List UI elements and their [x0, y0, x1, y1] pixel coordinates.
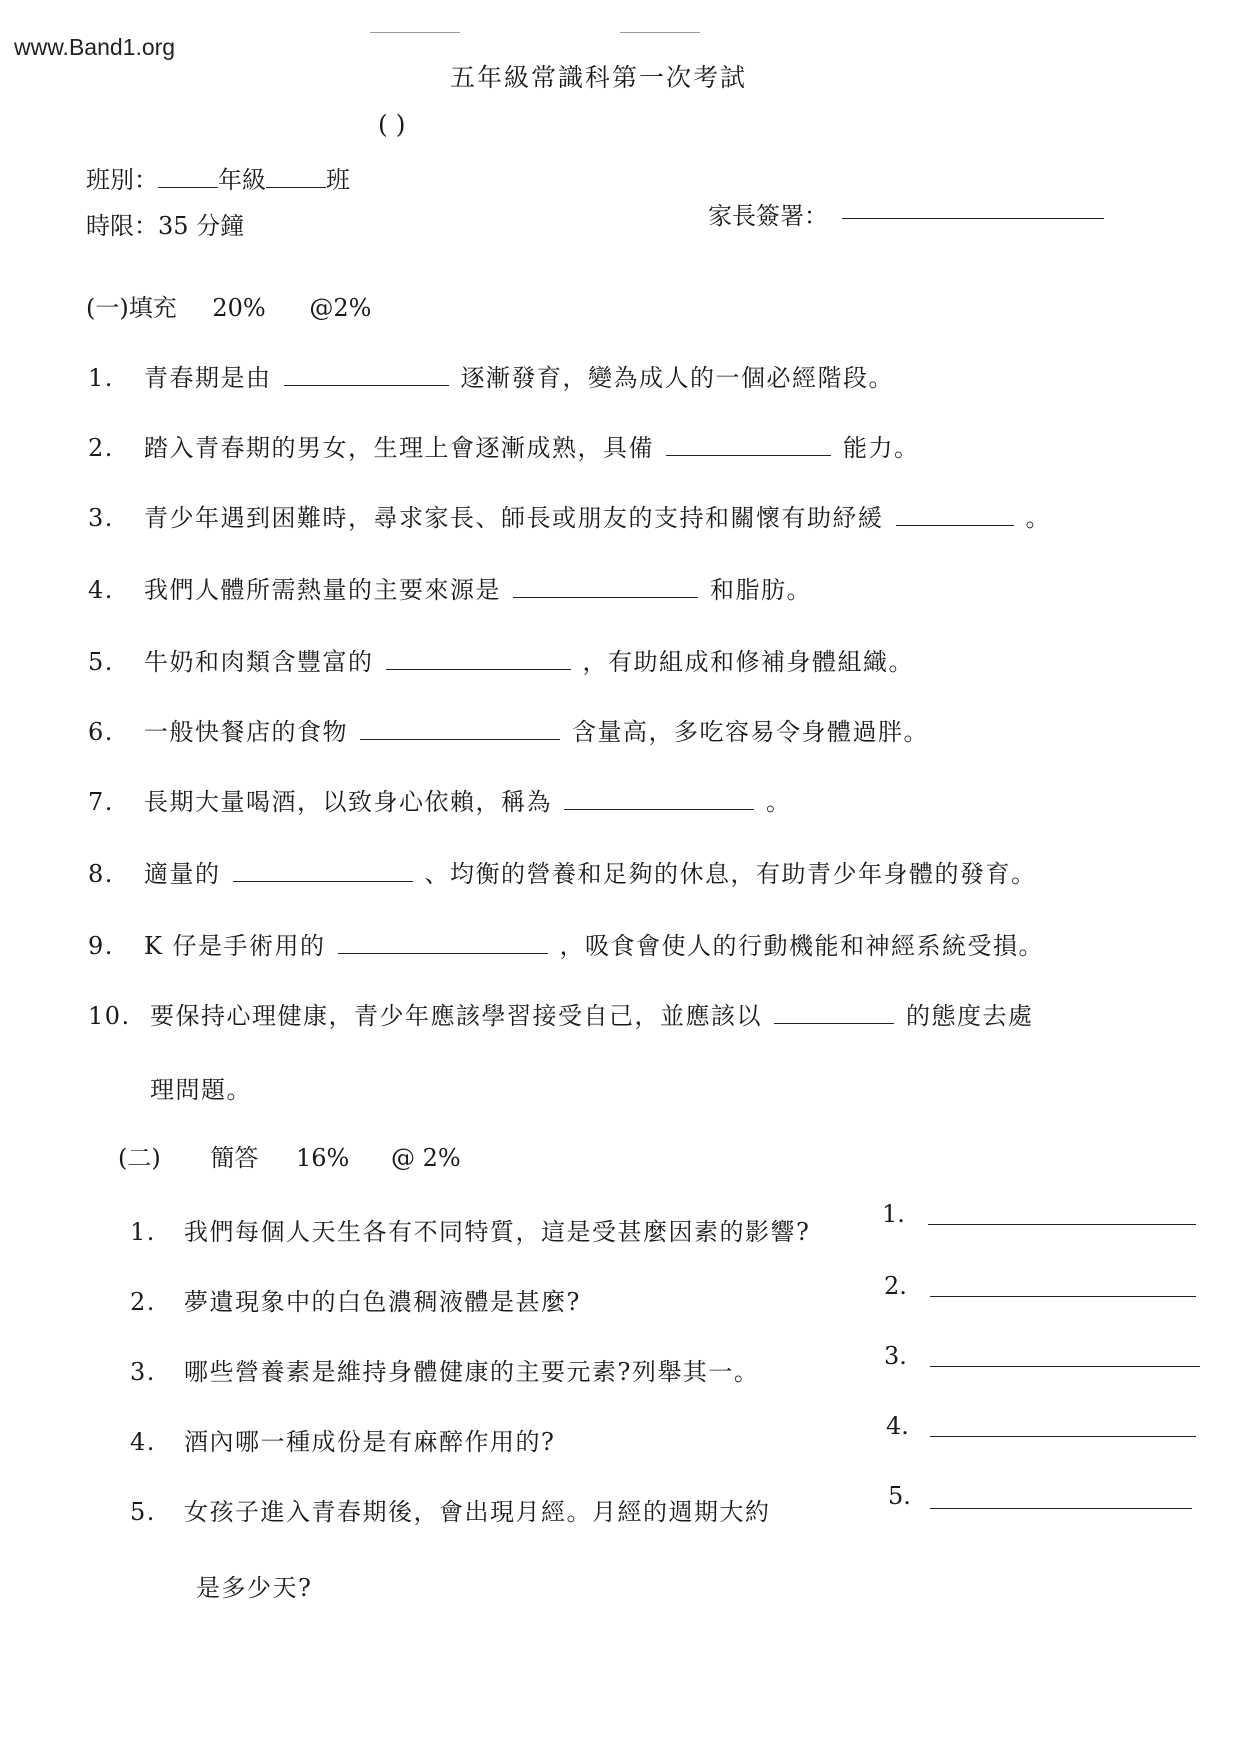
answer-blank[interactable]: [774, 1003, 894, 1024]
parent-sign-line[interactable]: [842, 218, 1104, 219]
fill-question-2: 2. 踏入青春期的男女，生理上會逐漸成熟，具備 能力。: [88, 434, 920, 462]
fill-question-1: 1. 青春期是由 逐漸發育，變為成人的一個必經階段。: [88, 364, 894, 392]
answer-blank[interactable]: [360, 719, 560, 740]
answer-blank[interactable]: [386, 649, 571, 670]
section1-heading: (一)填充 20% @2%: [86, 294, 372, 322]
title-parentheses: ( ): [378, 110, 406, 139]
short-question-3: 3. 哪些營養素是維持身體健康的主要元素?列舉其一。: [130, 1358, 760, 1386]
fill-question-10-continued: 理問題。: [150, 1076, 252, 1104]
short-question-4: 4. 酒內哪一種成份是有麻醉作用的?: [130, 1428, 556, 1456]
time-limit: 時限：35 分鐘: [86, 212, 245, 240]
fill-question-4: 4. 我們人體所需熱量的主要來源是 和脂肪。: [88, 576, 812, 604]
class-suffix: 班: [326, 166, 350, 194]
answer-line-3[interactable]: [930, 1366, 1200, 1367]
fill-question-5: 5. 牛奶和肉類含豐富的 ，有助組成和修補身體組織。: [88, 648, 914, 676]
answer-blank[interactable]: [564, 789, 754, 810]
exam-title: 五年級常識科第一次考試: [450, 63, 748, 92]
class-line: [86, 160, 350, 195]
short-question-1: 1. 我們每個人天生各有不同特質，這是受甚麼因素的影響?: [130, 1218, 811, 1246]
answer-blank[interactable]: [896, 505, 1014, 526]
answer-line-1[interactable]: [928, 1224, 1196, 1225]
fill-question-8: 8. 適量的 、均衡的營養和足夠的休息，有助青少年身體的發育。: [88, 860, 1037, 888]
section2-heading: (二) 簡答 16% @ 2%: [118, 1144, 461, 1172]
site-watermark: www.Band1.org: [14, 34, 176, 60]
short-question-5-continued: 是多少天?: [196, 1574, 313, 1602]
answer-line-2[interactable]: [930, 1296, 1196, 1297]
grade-blank[interactable]: [158, 165, 218, 188]
fill-question-6: 6. 一般快餐店的食物 含量高，多吃容易令身體過胖。: [88, 718, 929, 746]
answer-line-5[interactable]: [930, 1508, 1192, 1509]
class-label: 班別：: [86, 166, 158, 194]
answer-blank[interactable]: [284, 365, 449, 386]
answer-label-2: 2.: [884, 1272, 907, 1300]
answer-blank[interactable]: [233, 861, 413, 882]
answer-blank[interactable]: [513, 577, 698, 598]
answer-label-1: 1.: [882, 1200, 905, 1228]
answer-label-4: 4.: [886, 1412, 909, 1440]
grade-label: 年級: [218, 166, 266, 194]
fill-question-10: 10. 要保持心理健康，青少年應該學習接受自己，並應該以 的態度去處: [88, 1002, 1034, 1030]
answer-blank[interactable]: [338, 933, 548, 954]
short-question-5: 5. 女孩子進入青春期後，會出現月經。月經的週期大約: [130, 1498, 771, 1526]
answer-line-4[interactable]: [930, 1436, 1196, 1437]
fill-question-9: 9. K 仔是手術用的 ，吸食會使人的行動機能和神經系統受損。: [88, 932, 1045, 960]
answer-label-5: 5.: [888, 1482, 911, 1510]
short-question-2: 2. 夢遺現象中的白色濃稠液體是甚麼?: [130, 1288, 581, 1316]
class-blank[interactable]: [266, 165, 326, 188]
answer-blank[interactable]: [666, 435, 831, 456]
parent-sign-label: 家長簽署：: [708, 202, 828, 230]
fill-question-3: 3. 青少年遇到困難時，尋求家長、師長或朋友的支持和關懷有助紓緩 。: [88, 504, 1051, 532]
answer-label-3: 3.: [884, 1342, 907, 1370]
fill-question-7: 7. 長期大量喝酒，以致身心依賴，稱為 。: [88, 788, 792, 816]
